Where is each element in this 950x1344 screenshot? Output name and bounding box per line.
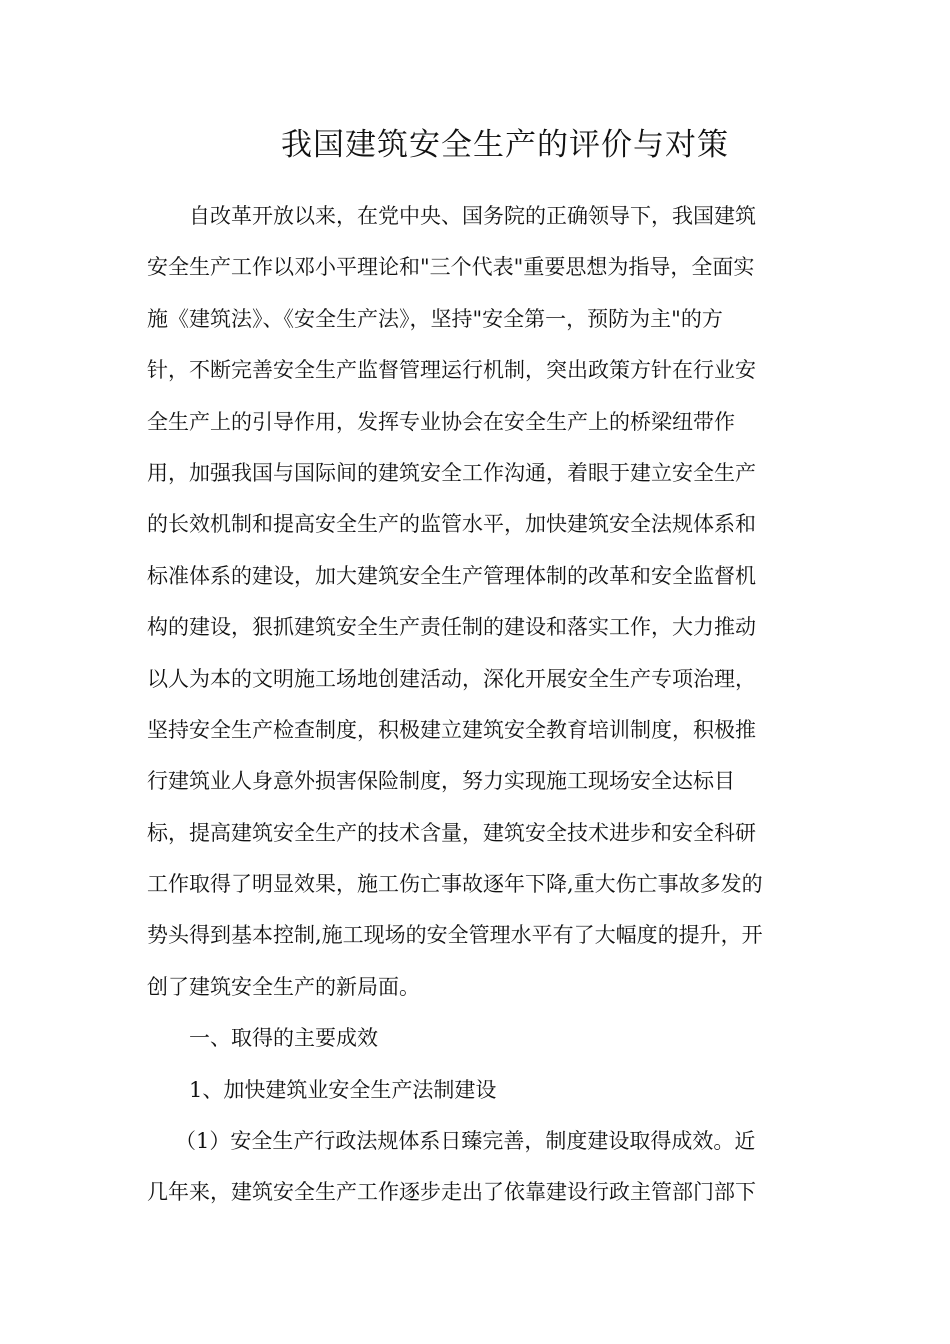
document-title: 我国建筑安全生产的评价与对策 — [281, 127, 729, 163]
paragraph-line: 以人为本的文明施工场地创建活动，深化开展安全生产专项治理， — [147, 667, 756, 691]
paragraph-line: 行建筑业人身意外损害保险制度，努力实现施工现场安全达标目 — [147, 769, 735, 793]
subsection-heading: 1、加快建筑业安全生产法制建设 — [189, 1078, 497, 1102]
paragraph-line: 标，提高建筑安全生产的技术含量，建筑安全技术进步和安全科研 — [147, 821, 756, 845]
paragraph-line: 坚持安全生产检查制度，积极建立建筑安全教育培训制度，积极推 — [147, 718, 756, 742]
paragraph-line: 自改革开放以来，在党中央、国务院的正确领导下，我国建筑 — [189, 204, 756, 228]
paragraph-line: 针，不断完善安全生产监督管理运行机制，突出政策方针在行业安 — [147, 358, 756, 382]
paragraph-line: 工作取得了明显效果，施工伤亡事故逐年下降,重大伤亡事故多发的 — [147, 872, 763, 896]
paragraph-line: 势头得到基本控制,施工现场的安全管理水平有了大幅度的提升，开 — [147, 923, 763, 947]
section-heading: 一、取得的主要成效 — [189, 1026, 378, 1050]
paragraph-line: 构的建设，狠抓建筑安全生产责任制的建设和落实工作，大力推动 — [147, 615, 756, 639]
paragraph-line: 创了建筑安全生产的新局面。 — [147, 975, 420, 999]
paragraph-line: 施《建筑法》、《安全生产法》，坚持"安全第一，预防为主"的方 — [147, 307, 723, 331]
paragraph-line: （1）安全生产行政法规体系日臻完善，制度建设取得成效。近 — [175, 1129, 756, 1153]
paragraph-line: 用，加强我国与国际间的建筑安全工作沟通，着眼于建立安全生产 — [147, 461, 756, 485]
paragraph-line: 安全生产工作以邓小平理论和"三个代表"重要思想为指导，全面实 — [147, 255, 755, 279]
paragraph-line: 标准体系的建设，加大建筑安全生产管理体制的改革和安全监督机 — [147, 564, 756, 588]
paragraph-line: 的长效机制和提高安全生产的监管水平，加快建筑安全法规体系和 — [147, 512, 756, 536]
paragraph-line: 几年来，建筑安全生产工作逐步走出了依靠建设行政主管部门部下 — [147, 1180, 756, 1204]
paragraph-line: 全生产上的引导作用，发挥专业协会在安全生产上的桥梁纽带作 — [147, 410, 735, 434]
